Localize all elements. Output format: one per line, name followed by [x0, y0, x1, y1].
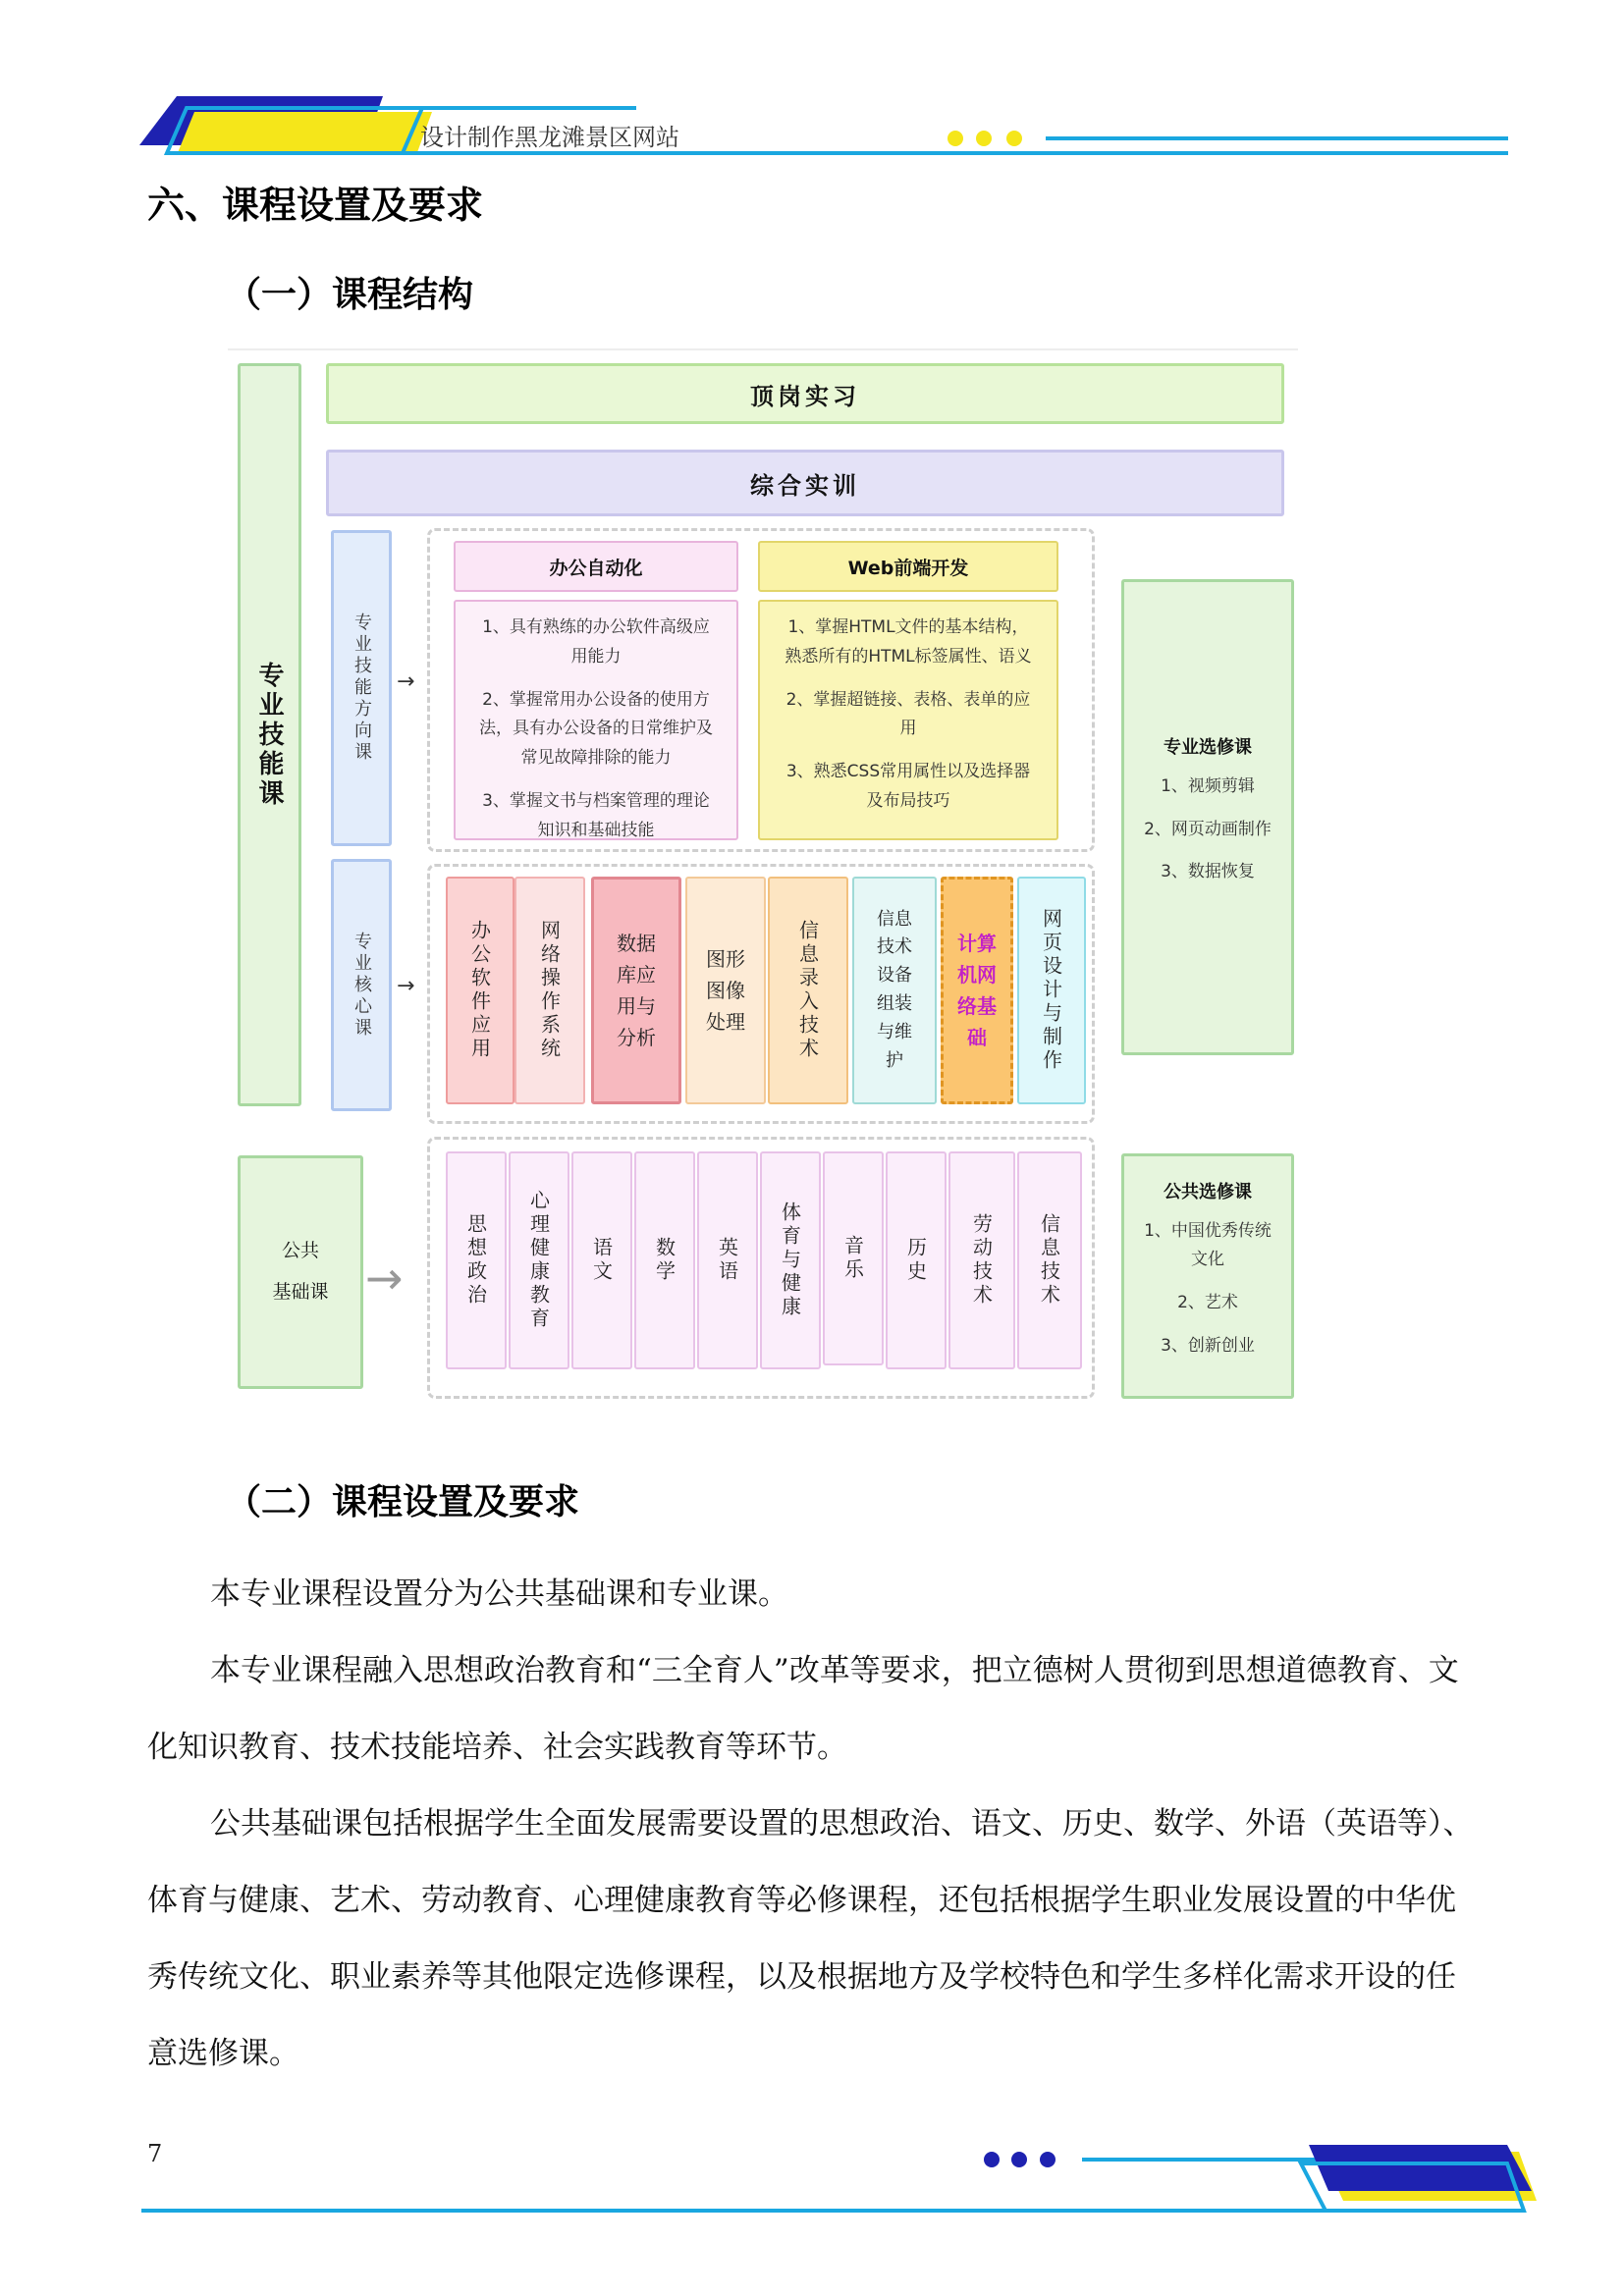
public-elective-item: 1、中国优秀传统文化 [1144, 1220, 1272, 1270]
page-number: 7 [147, 2140, 163, 2167]
public-course-chinese [571, 1151, 632, 1369]
header-decoration [137, 94, 1512, 163]
web-items-box [758, 600, 1058, 840]
core-course-label [331, 859, 392, 1111]
subsection-title-1: （一）课程结构 [226, 275, 474, 315]
web-title: Web前端开发 [847, 557, 969, 579]
public-elective-title: 公共选修课 [1164, 1181, 1252, 1202]
training-bar [326, 450, 1284, 516]
core-course-name: 网页设计与制作 [1039, 908, 1063, 1073]
public-course-it [1017, 1151, 1082, 1369]
paragraph: 本专业课程设置分为公共基础课和专业课。 [210, 1576, 788, 1612]
core-course-it-devices [852, 877, 937, 1104]
professional-skill-label [238, 363, 301, 1106]
public-course-name: 心理健康教育 [526, 1190, 551, 1331]
core-course-info-input [768, 877, 848, 1104]
core-course-name: 网络操作系统 [537, 920, 562, 1061]
arrow-icon: → [397, 669, 415, 694]
public-course-labor [948, 1151, 1015, 1369]
core-course-label-text: 专业核心课 [352, 931, 372, 1040]
public-course-label-line2: 基础课 [272, 1281, 329, 1303]
web-item: 1、掌握HTML文件的基本结构，熟悉所有的HTML标签属性、语义 [785, 617, 1032, 667]
header-banner [137, 94, 1512, 163]
public-course-history [886, 1151, 947, 1369]
office-title-box [454, 541, 738, 592]
core-course-web-design [1017, 877, 1086, 1104]
public-course-name: 信息技术 [1037, 1213, 1061, 1308]
public-course-math [634, 1151, 695, 1369]
body-text [147, 1556, 1483, 2092]
core-course-name: 图形图像处理 [706, 947, 745, 1034]
core-course-name: 信息技术设备组装与维护 [877, 908, 912, 1071]
public-course-name: 劳动技术 [969, 1213, 994, 1308]
professional-elective-title: 专业选修课 [1164, 736, 1252, 758]
public-course-english [697, 1151, 758, 1369]
public-elective-box [1121, 1153, 1294, 1399]
public-course-mental-health [509, 1151, 569, 1369]
section-title: 六、课程设置及要求 [147, 184, 484, 227]
office-title: 办公自动化 [549, 557, 643, 579]
office-item: 2、掌握常用办公设备的使用方法，具有办公设备的日常维护及常见故障排除的能力 [479, 689, 713, 768]
public-course-name: 音乐 [840, 1235, 865, 1282]
professional-elective-item: 3、数据恢复 [1161, 862, 1255, 882]
public-course-label [238, 1155, 363, 1389]
public-elective-item: 3、创新创业 [1161, 1335, 1255, 1356]
paragraph: 本专业课程融入思想政治教育和“三全育人”改革等要求，把立德树人贯彻到思想道德教育、文化知识教育、技术技能培养、社会实践教育等环节。 [147, 1653, 1459, 1765]
office-item: 3、掌握文书与档案管理的理论知识和基础技能 [482, 790, 710, 840]
core-course-office-software [446, 877, 514, 1104]
core-course-name: 信息录入技术 [795, 920, 820, 1061]
header-title: 设计制作黑龙滩景区网站 [420, 124, 679, 151]
core-course-name: 计算机网络基础 [957, 932, 997, 1049]
professional-elective-box [1121, 579, 1294, 1055]
core-course-name: 数据库应用与分析 [617, 932, 656, 1049]
public-course-name: 语文 [589, 1237, 614, 1284]
core-course-database [591, 877, 681, 1104]
web-item: 3、熟悉CSS常用属性以及选择器及布局技巧 [785, 762, 1031, 811]
direction-course-label-text: 专业技能方向课 [352, 613, 372, 764]
public-course-name: 英语 [715, 1237, 739, 1284]
subsection-title-2: （二）课程设置及要求 [226, 1482, 580, 1522]
web-title-box [758, 541, 1058, 592]
direction-course-label [331, 530, 392, 846]
arrow-icon: → [365, 1252, 404, 1305]
footer-banner [137, 2140, 1542, 2218]
office-items-box [454, 600, 738, 840]
core-course-computer-network [941, 877, 1013, 1104]
internship-bar [326, 363, 1284, 424]
training-text: 综合实训 [750, 471, 860, 500]
public-course-name: 体育与健康 [778, 1201, 802, 1319]
internship-text: 顶岗实习 [750, 382, 860, 410]
public-course-name: 数学 [652, 1237, 677, 1284]
public-course-label-line1: 公共 [281, 1240, 319, 1262]
footer-decoration [137, 2140, 1542, 2218]
public-course-pe [760, 1151, 821, 1369]
public-course-name: 思想政治 [463, 1213, 488, 1308]
course-structure-diagram [228, 348, 1298, 1458]
office-item: 1、具有熟练的办公软件高级应用能力 [482, 617, 710, 667]
core-course-graphics [685, 877, 766, 1104]
professional-elective-item: 1、视频剪辑 [1161, 775, 1255, 796]
web-item: 2、掌握超链接、表格、表单的应用 [785, 689, 1031, 739]
public-course-music [823, 1151, 884, 1365]
professional-skill-label-text: 专业技能课 [254, 661, 284, 809]
public-course-politics [446, 1151, 507, 1369]
arrow-icon: → [397, 974, 415, 998]
public-elective-item: 2、艺术 [1177, 1293, 1238, 1312]
diagram-top-border [228, 348, 1298, 350]
professional-elective-item: 2、网页动画制作 [1144, 819, 1272, 839]
public-course-name: 历史 [903, 1237, 928, 1284]
paragraph: 公共基础课包括根据学生全面发展需要设置的思想政治、语文、历史、数学、外语（英语等）、体育与健康、艺术、劳动教育、心理健康教育等必修课程，还包括根据学生职业发展设置的中华优秀传统文化、职业素养等其他限定选修课程，以及根据地方及学校特色和学生多样化需求开设的任意选修课。 [147, 1806, 1474, 2071]
core-course-name: 办公软件应用 [467, 920, 492, 1061]
core-course-network-os [514, 877, 585, 1104]
